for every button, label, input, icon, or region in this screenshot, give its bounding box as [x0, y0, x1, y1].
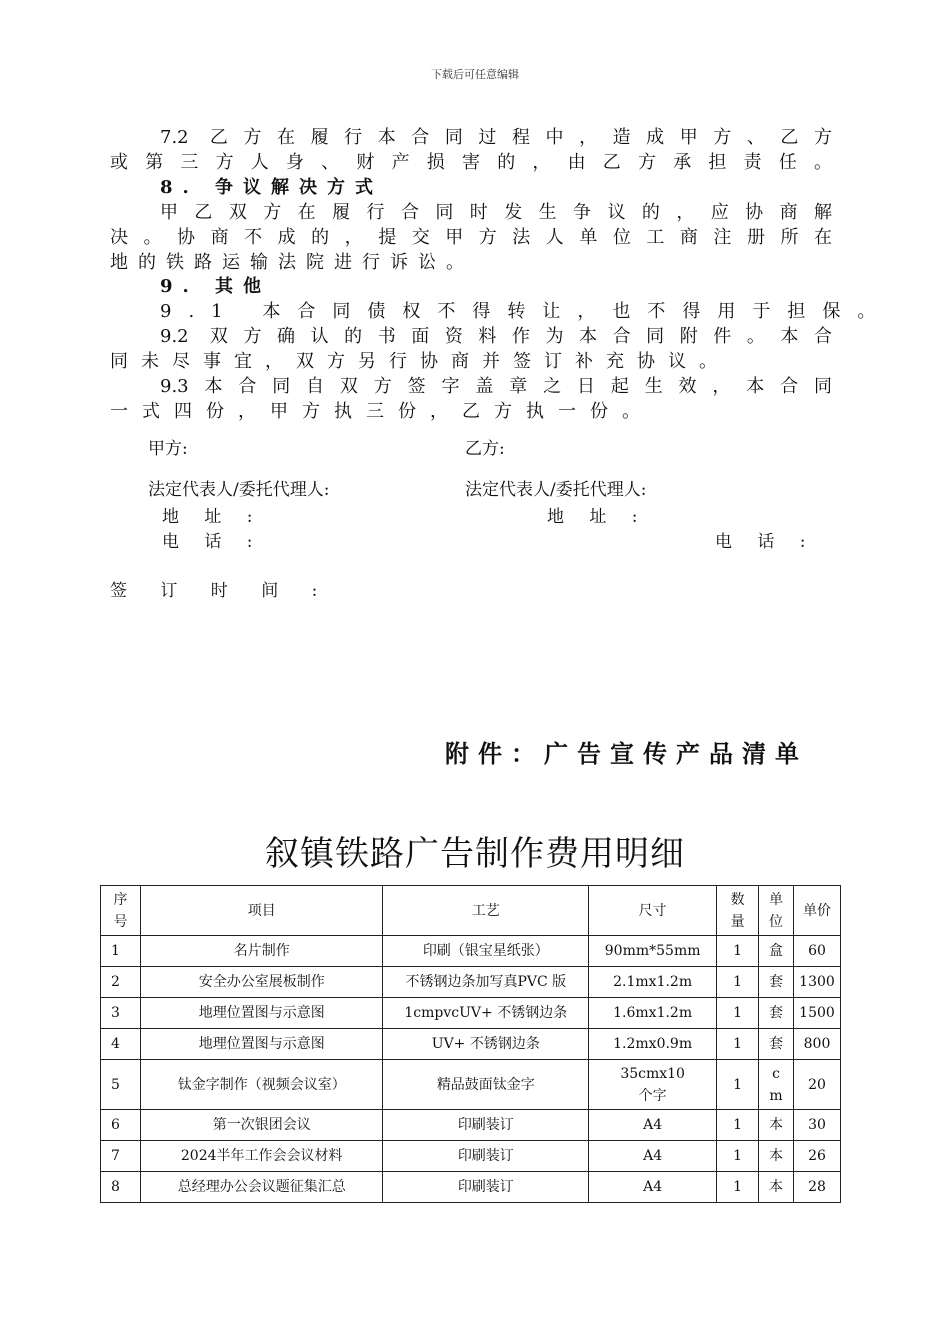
clause-9-3-line-1: 9.3本合同自双方签字盖章之日起生效，本合同 — [160, 376, 832, 397]
table-row — [101, 1172, 841, 1203]
cell-unit: 套 — [759, 1029, 794, 1060]
cell-process: 印刷装订 — [383, 1110, 589, 1141]
party-b-address-label: 地 址 : — [547, 507, 648, 527]
table-row — [101, 1060, 841, 1110]
cell-size: A4 — [589, 1110, 717, 1141]
table-row — [101, 1110, 841, 1141]
cell-index: 3 — [101, 998, 141, 1029]
clause-9-3-line-2: 一式四份，甲方执三份，乙方执一份。 — [110, 401, 654, 422]
cell-unit-price: 30 — [793, 1110, 840, 1141]
cell-quantity: 1 — [717, 1060, 759, 1110]
cell-unit: c m — [759, 1060, 794, 1110]
cell-process: 印刷装订 — [383, 1141, 589, 1172]
sign-date-label: 签 订 时 间 : — [110, 581, 332, 601]
cell-item: 安全办公室展板制作 — [140, 967, 383, 998]
cell-process: 精品鼓面钛金字 — [383, 1060, 589, 1110]
cell-unit-price: 1300 — [793, 967, 840, 998]
table-row — [101, 998, 841, 1029]
cell-index: 7 — [101, 1141, 141, 1172]
cell-unit-price: 26 — [793, 1141, 840, 1172]
party-b-phone-label: 电 话 : — [715, 532, 816, 552]
cell-size: 1.6mx1.2m — [589, 998, 717, 1029]
cell-quantity: 1 — [717, 967, 759, 998]
cell-process: 不锈钢边条加写真PVC 版 — [383, 967, 589, 998]
header-size: 尺寸 — [589, 886, 717, 936]
party-b-label: 乙方: — [465, 439, 505, 459]
cell-quantity: 1 — [717, 998, 759, 1029]
cell-index: 4 — [101, 1029, 141, 1060]
cell-unit: 套 — [759, 998, 794, 1029]
clause-9-1: 9.1 本合同债权不得转让，也不得用于担保。 — [160, 301, 893, 322]
party-a-phone-label: 电 话 : — [162, 532, 263, 552]
table-header-row — [101, 886, 841, 936]
clause-7-2-line-1: 7.2 乙方在履行本合同过程中，造成甲方、乙方 — [160, 127, 832, 148]
cell-size: 1.2mx0.9m — [589, 1029, 717, 1060]
party-a-address-label: 地 址 : — [162, 507, 263, 527]
cell-unit: 盒 — [759, 936, 794, 967]
cell-quantity: 1 — [717, 1141, 759, 1172]
cell-quantity: 1 — [717, 1029, 759, 1060]
party-a-representative-label: 法定代表人/委托代理人: — [148, 480, 330, 500]
table-row — [101, 936, 841, 967]
header-note: 下载后可任意编辑 — [431, 68, 519, 81]
header-process: 工艺 — [383, 886, 589, 936]
cell-size: A4 — [589, 1141, 717, 1172]
cell-unit-price: 28 — [793, 1172, 840, 1203]
table-title: 叙镇铁路广告制作费用明细 — [265, 834, 685, 874]
cell-index: 1 — [101, 936, 141, 967]
cell-item: 2024半年工作会会议材料 — [140, 1141, 383, 1172]
cell-size: 2.1mx1.2m — [589, 967, 717, 998]
clause-8-line-2: 决。协商不成的，提交甲方法人单位工商注册所在 — [110, 227, 832, 248]
cell-size: 35cmx10 个字 — [589, 1060, 717, 1110]
cell-index: 5 — [101, 1060, 141, 1110]
cell-index: 6 — [101, 1110, 141, 1141]
cell-size: A4 — [589, 1172, 717, 1203]
header-index: 序 号 — [101, 886, 141, 936]
cell-unit-price: 1500 — [793, 998, 840, 1029]
cell-size: 90mm*55mm — [589, 936, 717, 967]
cell-quantity: 1 — [717, 936, 759, 967]
cell-process: 1cmpvcUV+ 不锈钢边条 — [383, 998, 589, 1029]
party-b-representative-label: 法定代表人/委托代理人: — [465, 480, 647, 500]
cell-process: 印刷装订 — [383, 1172, 589, 1203]
table-row — [101, 1141, 841, 1172]
clause-9-2-line-2: 同未尽事宜，双方另行协商并签订补充协议。 — [110, 351, 730, 372]
party-a-label: 甲方: — [148, 439, 188, 459]
cell-unit-price: 20 — [793, 1060, 840, 1110]
section-9-heading: 9. 其他 — [160, 276, 272, 297]
cell-quantity: 1 — [717, 1110, 759, 1141]
cell-item: 名片制作 — [140, 936, 383, 967]
cell-unit-price: 60 — [793, 936, 840, 967]
cell-unit: 套 — [759, 967, 794, 998]
table-row — [101, 1029, 841, 1060]
header-unit: 单 位 — [759, 886, 794, 936]
cell-item: 地理位置图与示意图 — [140, 1029, 383, 1060]
clause-7-2-line-2: 或第三方人身、财产损害的，由乙方承担责任。 — [110, 152, 832, 173]
cell-item: 总经理办公会议题征集汇总 — [140, 1172, 383, 1203]
header-unit-price: 单价 — [793, 886, 840, 936]
cell-unit: 本 — [759, 1172, 794, 1203]
cell-quantity: 1 — [717, 1172, 759, 1203]
cell-process: 印刷（银宝星纸张） — [383, 936, 589, 967]
cell-item: 第一次银团会议 — [140, 1110, 383, 1141]
cost-detail-table — [100, 885, 841, 1203]
cell-unit-price: 800 — [793, 1029, 840, 1060]
cell-index: 2 — [101, 967, 141, 998]
cell-item: 地理位置图与示意图 — [140, 998, 383, 1029]
header-quantity: 数 量 — [717, 886, 759, 936]
clause-9-2-line-1: 9.2 双方确认的书面资料作为本合同附件。本合 — [160, 326, 832, 347]
cell-index: 8 — [101, 1172, 141, 1203]
cell-item: 钛金字制作（视频会议室） — [140, 1060, 383, 1110]
header-item: 项目 — [140, 886, 383, 936]
cell-unit: 本 — [759, 1110, 794, 1141]
attachment-title: 附件：广告宣传产品清单 — [445, 739, 808, 768]
section-8-heading: 8. 争议解决方式 — [160, 177, 384, 198]
table-row — [101, 967, 841, 998]
cell-process: UV+ 不锈钢边条 — [383, 1029, 589, 1060]
clause-8-line-3: 地的铁路运输法院进行诉讼。 — [110, 252, 474, 273]
clause-8-line-1: 甲乙双方在履行合同时发生争议的，应协商解 — [160, 202, 832, 223]
cell-unit: 本 — [759, 1141, 794, 1172]
